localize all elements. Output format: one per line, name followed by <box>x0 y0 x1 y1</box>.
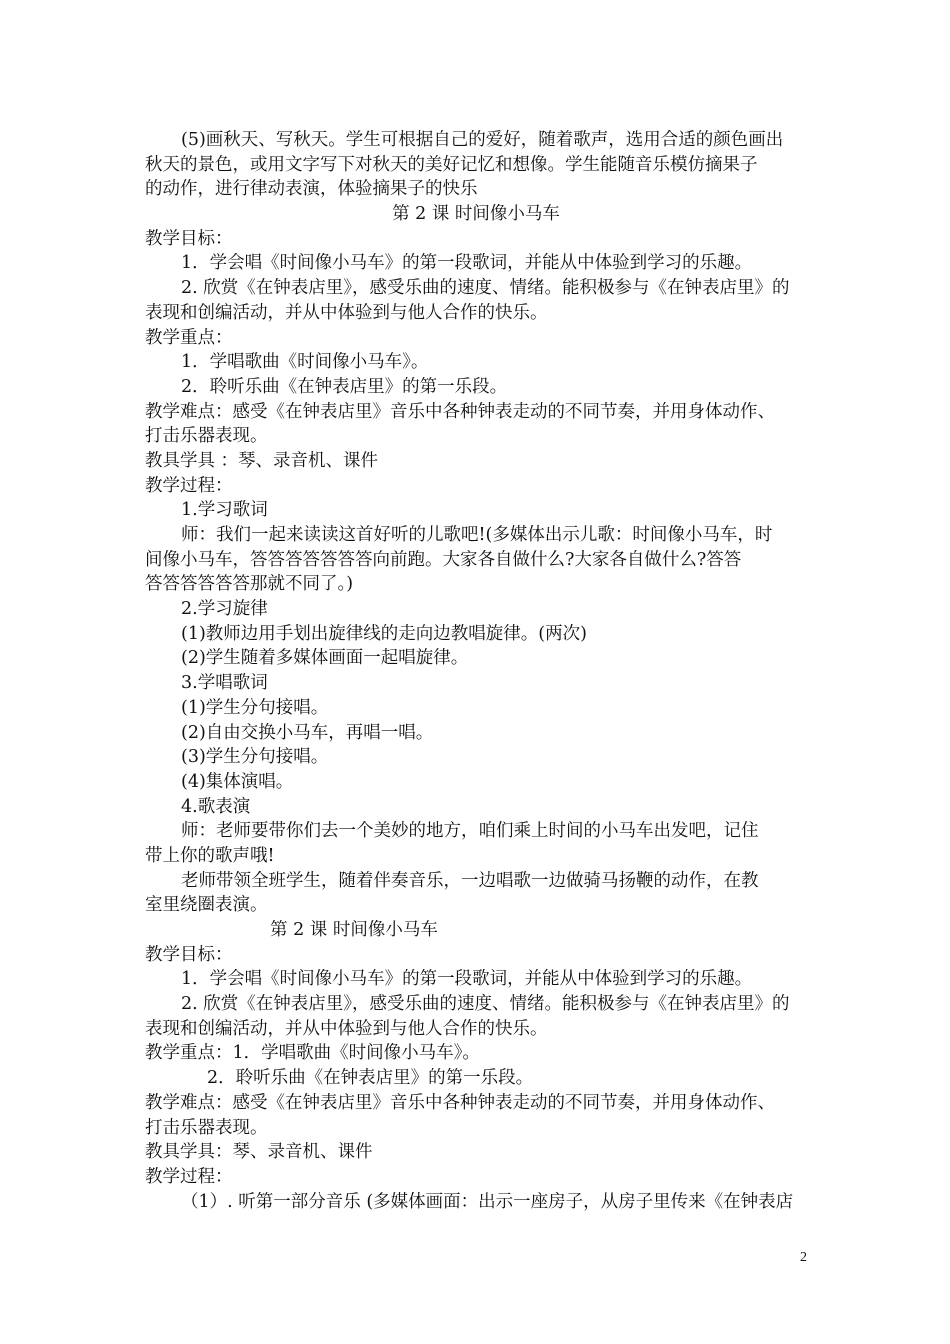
paragraph-line: 师：我们一起来读读这首好听的儿歌吧!(多媒体出示儿歌：时间像小马车，时 <box>181 525 773 545</box>
paragraph-line: 老师带领全班学生，随着伴奏音乐，一边唱歌一边做骑马扬鞭的动作，在教 <box>181 870 759 891</box>
list-item: 1．学唱歌曲《时间像小马车》。 <box>181 352 429 373</box>
paragraph-line: 的动作，进行律动表演，体验摘果子的快乐 <box>145 179 478 200</box>
section-heading: 教学目标： <box>145 228 233 249</box>
list-item: 1．学会唱《时间像小马车》的第一段歌词，并能从中体验到学习的乐趣。 <box>181 969 753 990</box>
section-heading: 教学目标： <box>145 944 233 965</box>
list-item: (2)学生随着多媒体画面一起唱旋律。 <box>181 648 469 669</box>
list-item: 2．聆听乐曲《在钟表店里》的第一乐段。 <box>207 1068 534 1089</box>
section-heading: 教学重点： <box>145 327 233 348</box>
list-item: (3)学生分句接唱。 <box>181 747 329 768</box>
list-item: 2. 欣赏《在钟表店里》，感受乐曲的速度、情绪。能积极参与《在钟表店里》的 <box>181 278 790 299</box>
step-heading: 1.学习歌词 <box>181 500 268 521</box>
section-heading: 教学过程： <box>145 475 233 496</box>
paragraph-line: （1）. 听第一部分音乐 (多媒体画面：出示一座房子，从房子里传来《在钟表店 <box>181 1191 794 1212</box>
document-body <box>145 128 807 1214</box>
paragraph-line: 室里绕圈表演。 <box>145 895 268 916</box>
paragraph-line: 师：老师要带你们去一个美妙的地方，咱们乘上时间的小马车出发吧，记住 <box>181 821 759 842</box>
section-heading: 教学过程： <box>145 1166 233 1187</box>
list-item: 1．学会唱《时间像小马车》的第一段歌词，并能从中体验到学习的乐趣。 <box>181 253 753 274</box>
paragraph-line: 答答答答答答那就不同了。) <box>145 574 354 595</box>
lesson-title: 第 2 课 时间像小马车 <box>392 204 560 225</box>
section-heading: 教学难点：感受《在钟表店里》音乐中各种钟表走动的不同节奏，并用身体动作、 <box>145 401 775 422</box>
section-heading: 教具学具 ：琴、录音机、课件 <box>145 450 379 471</box>
paragraph-line: 秋天的景色，或用文字写下对秋天的美好记忆和想像。学生能随音乐模仿摘果子 <box>145 154 758 175</box>
list-item: (2)自由交换小马车，再唱一唱。 <box>181 722 434 743</box>
section-heading: 教学难点：感受《在钟表店里》音乐中各种钟表走动的不同节奏，并用身体动作、 <box>145 1092 775 1113</box>
paragraph-line: (5)画秋天、写秋天。学生可根据自己的爱好，随着歌声，选用合适的颜色画出 <box>181 130 784 150</box>
section-heading: 教具学具：琴、录音机、课件 <box>145 1142 373 1163</box>
list-item: 2. 欣赏《在钟表店里》，感受乐曲的速度、情绪。能积极参与《在钟表店里》的 <box>181 994 790 1015</box>
paragraph-line: 打击乐器表现。 <box>145 426 268 447</box>
list-item: (1)教师边用手划出旋律线的走向边教唱旋律。(两次) <box>181 623 587 644</box>
paragraph-line: 间像小马车，答答答答答答答向前跑。大家各自做什么?大家各自做什么?答答 <box>145 549 742 570</box>
list-item: (4)集体演唱。 <box>181 771 294 792</box>
page-number: 2 <box>800 1250 807 1265</box>
paragraph-line: 表现和创编活动，并从中体验到与他人合作的快乐。 <box>145 1018 548 1039</box>
step-heading: 2.学习旋律 <box>181 599 268 620</box>
paragraph-line: 打击乐器表现。 <box>145 1117 268 1138</box>
step-heading: 4.歌表演 <box>181 796 251 817</box>
lesson-title: 第 2 课 时间像小马车 <box>270 920 438 940</box>
list-item: (1)学生分句接唱。 <box>181 697 329 718</box>
list-item: 2．聆听乐曲《在钟表店里》的第一乐段。 <box>181 376 508 397</box>
paragraph-line: 带上你的歌声哦! <box>145 845 275 866</box>
step-heading: 3.学唱歌词 <box>181 673 268 694</box>
section-heading: 教学重点：1．学唱歌曲《时间像小马车》。 <box>145 1043 480 1064</box>
paragraph-line: 表现和创编活动，并从中体验到与他人合作的快乐。 <box>145 302 548 323</box>
